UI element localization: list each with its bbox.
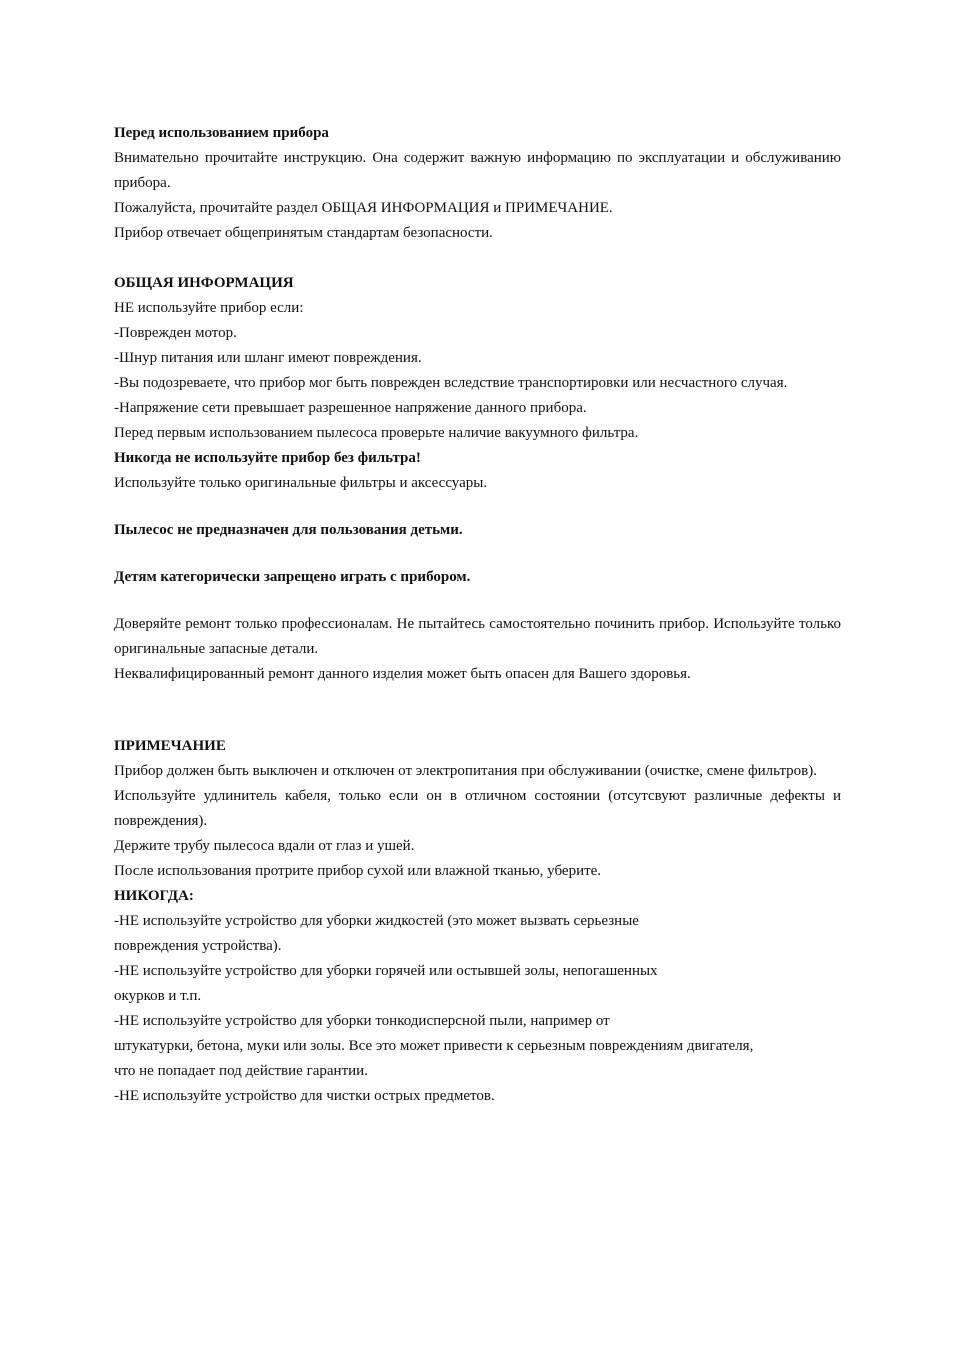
list-item: -Шнур питания или шланг имеют повреждения.: [114, 350, 422, 366]
paragraph-do-not-use-if: НЕ используйте прибор если:: [114, 300, 304, 316]
list-item: что не попадает под действие гарантии.: [114, 1063, 368, 1079]
list-item: штукатурки, бетона, муки или золы. Все это может привести к серьезным повреждениям двигателя,: [114, 1038, 754, 1054]
spacer: [114, 496, 841, 518]
paragraph-safety-standards: Прибор отвечает общепринятым стандартам безопасности.: [114, 225, 493, 241]
paragraph-check-filter: Перед первым использованием пылесоса проверьте наличие вакуумного фильтра.: [114, 425, 639, 441]
warning-children-forbidden: Детям категорически запрещено играть с прибором.: [114, 569, 471, 585]
warning-never-without-filter: Никогда не используйте прибор без фильтра!: [114, 450, 421, 466]
paragraph-repair-professionals: Доверяйте ремонт только профессионалам. Не пытайтесь самостоятельно починить прибор. Используйте только оригинальные запасные детали.: [114, 616, 841, 657]
list-item: -Вы подозреваете, что прибор мог быть поврежден вследствие транспортировки или несчастного случая.: [114, 375, 788, 391]
paragraph-disconnect-power: Прибор должен быть выключен и отключен от электропитания при обслуживании (очистке, смене фильтров).: [114, 763, 818, 779]
list-item: -НЕ используйте устройство для уборки жидкостей (это может вызвать серьезные: [114, 913, 639, 929]
paragraph-after-use: После использования протрите прибор сухой или влажной тканью, уберите.: [114, 863, 602, 879]
paragraph-extension-cable: Используйте удлинитель кабеля, только если он в отличном состоянии (отсутсвуют различные дефекты и повреждения).: [114, 788, 841, 829]
paragraph-read-instructions: Внимательно прочитайте инструкцию. Она содержит важную информацию по эксплуатации и обслуживанию прибора.: [114, 150, 841, 191]
spacer: [114, 246, 841, 271]
paragraph-unqualified-repair: Неквалифицированный ремонт данного изделия может быть опасен для Вашего здоровья.: [114, 666, 691, 682]
section-heading-never: НИКОГДА:: [114, 888, 194, 904]
section-heading-note: ПРИМЕЧАНИЕ: [114, 738, 226, 754]
paragraph-original-accessories: Используйте только оригинальные фильтры и аксессуары.: [114, 475, 488, 491]
spacer: [114, 687, 841, 734]
list-item: -НЕ используйте устройство для чистки острых предметов.: [114, 1088, 495, 1104]
spacer: [114, 543, 841, 565]
list-item: повреждения устройства).: [114, 938, 282, 954]
list-item: -НЕ используйте устройство для уборки горячей или остывшей золы, непогашенных: [114, 963, 658, 979]
paragraph-read-sections: Пожалуйста, прочитайте раздел ОБЩАЯ ИНФОРМАЦИЯ и ПРИМЕЧАНИЕ.: [114, 200, 613, 216]
list-item: -НЕ используйте устройство для уборки тонкодисперсной пыли, например от: [114, 1013, 610, 1029]
document-body: [114, 121, 841, 1109]
list-item: -Поврежден мотор.: [114, 325, 237, 341]
section-heading-general-info: ОБЩАЯ ИНФОРМАЦИЯ: [114, 275, 294, 291]
paragraph-keep-away: Держите трубу пылесоса вдали от глаз и ушей.: [114, 838, 415, 854]
section-heading-before-use: Перед использованием прибора: [114, 125, 329, 141]
spacer: [114, 590, 841, 612]
list-item: окурков и т.п.: [114, 988, 202, 1004]
warning-not-for-children: Пылесос не предназначен для пользования детьми.: [114, 522, 463, 538]
list-item: -Напряжение сети превышает разрешенное напряжение данного прибора.: [114, 400, 587, 416]
